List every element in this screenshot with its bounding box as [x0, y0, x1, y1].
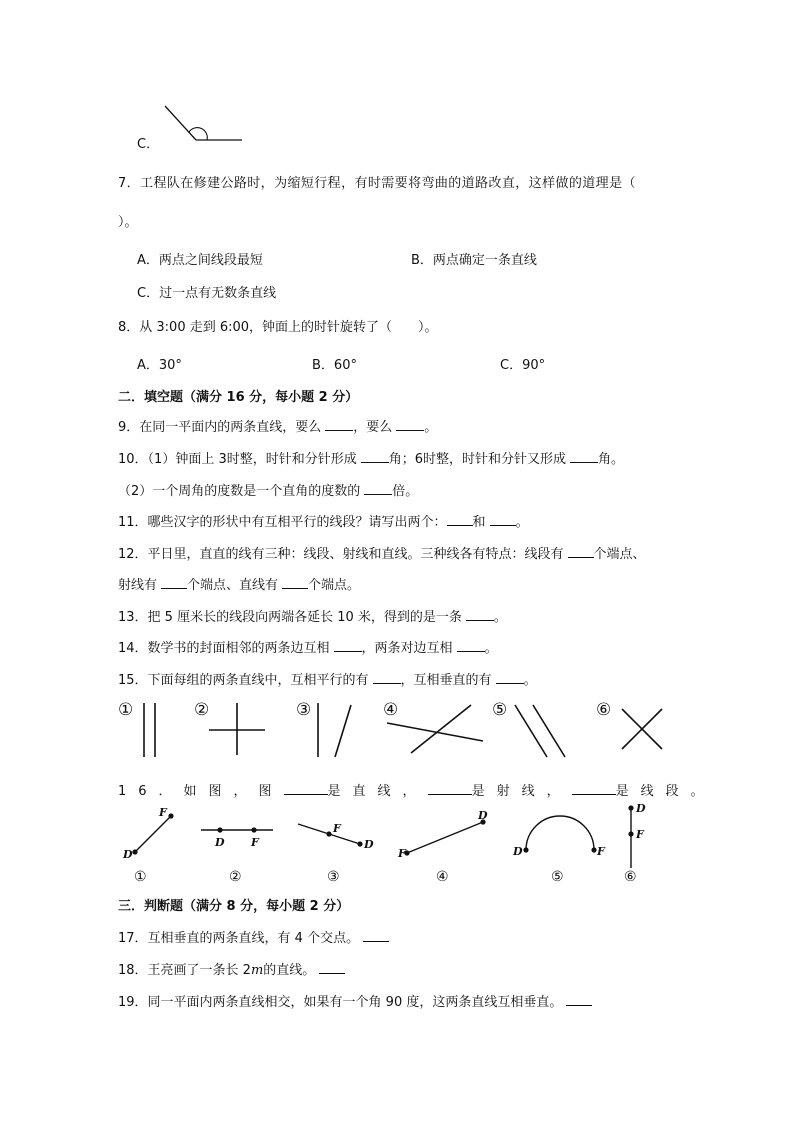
- q14-text-1: 14．数学书的封面相邻的两条边互相: [118, 641, 330, 656]
- q9-blank-1[interactable]: [325, 418, 353, 431]
- section-2-heading: 二．填空题（满分 16 分，每小题 2 分）: [118, 390, 359, 405]
- q18-answer-blank[interactable]: [319, 961, 345, 974]
- q16-fig6-point-f: [628, 831, 633, 836]
- q13-text-2: 。: [493, 610, 507, 625]
- q16-fig1-label-d: D: [123, 848, 133, 861]
- q16-fig3-label-d: D: [364, 838, 374, 851]
- q16-fig1-point-f: [168, 813, 173, 818]
- q12-line-1: [118, 543, 646, 562]
- q15-pair-4-line-a: [387, 723, 483, 741]
- q17-text: 17．互相垂直的两条直线，有 4 个交点。: [118, 931, 360, 946]
- q18-text-1: 18．王亮画了一条长 2: [118, 963, 251, 978]
- q16-fig3-point-d: [357, 841, 362, 846]
- q15-text-2: ，互相垂直的有: [400, 673, 492, 688]
- q8-stem: 8．从 3:00 走到 6:00，钟面上的时针旋转了（ ）。: [118, 320, 438, 335]
- q16-blank-1[interactable]: [284, 782, 328, 795]
- q16-fig-label-3: ③: [327, 869, 340, 885]
- q16-text-1: 16．如图，图: [118, 784, 284, 799]
- q10-blank-1[interactable]: [361, 450, 389, 463]
- q15-text-1: 15．下面每组的两条直线中，互相平行的有: [118, 673, 369, 688]
- q14-blank-1[interactable]: [334, 639, 362, 652]
- q15-pair-5-line-b: [533, 705, 565, 757]
- q18-text-2: 的直线。: [263, 963, 316, 978]
- q14: [118, 637, 498, 656]
- q12-text-2: 个端点、: [593, 547, 646, 562]
- q16-fig5-arc: [526, 816, 594, 850]
- q14-text-2: ，两条对边互相: [361, 641, 453, 656]
- q7-stem-end: ）。: [118, 215, 138, 230]
- q16-fig2-label-d: D: [215, 836, 225, 849]
- q16-fig5-point-d: [523, 847, 528, 852]
- q10-text-5: 倍。: [392, 484, 419, 499]
- q17-answer-blank[interactable]: [363, 929, 389, 942]
- q16-fig5-label-d: D: [513, 845, 523, 858]
- q16-fig6-point-d: [628, 805, 633, 810]
- q11-text-1: 11．哪些汉字的形状中有互相平行的线段？请写出两个：: [118, 515, 447, 530]
- q9: [118, 416, 437, 435]
- q10-line-2: [118, 480, 418, 499]
- q10-blank-3[interactable]: [364, 482, 392, 495]
- q11-text-3: 。: [515, 515, 529, 530]
- q11-blank-2[interactable]: [490, 513, 516, 526]
- q16-fig4-label-f: F: [398, 847, 406, 860]
- q8-option-a: A．30°: [137, 358, 182, 373]
- q19: [118, 991, 592, 1010]
- section-3-heading: 三．判断题（满分 8 分，每小题 2 分）: [118, 899, 350, 914]
- q14-text-3: 。: [484, 641, 498, 656]
- q15-pair-5-line-a: [515, 705, 547, 757]
- q9-text-1: 9．在同一平面内的两条直线，要么: [118, 420, 322, 435]
- q16-fig-label-4: ④: [436, 869, 449, 885]
- q10-blank-2[interactable]: [570, 450, 598, 463]
- q13-text-1: 13．把 5 厘米长的线段向两端各延长 10 米，得到的是一条: [118, 610, 462, 625]
- q15-blank-2[interactable]: [496, 671, 524, 684]
- q16-blank-3[interactable]: [572, 782, 616, 795]
- q17: [118, 927, 389, 946]
- q16-fig2-label-f: F: [251, 836, 259, 849]
- q15-label-6: ⑥: [596, 700, 612, 720]
- q10-text-1: 10．（1）钟面上 3时整，时针和分针形成: [118, 452, 357, 467]
- q12-blank-2[interactable]: [161, 576, 187, 589]
- q11-text-2: 和: [472, 515, 486, 530]
- q7-option-b: B．两点确定一条直线: [411, 253, 537, 268]
- q15-figure: [115, 695, 685, 765]
- q16-fig2-point-f: [251, 827, 256, 832]
- q16: [118, 780, 716, 799]
- q8-option-b: B．60°: [312, 358, 357, 373]
- q15-label-2: ②: [194, 700, 210, 720]
- q7-stem: 7．工程队在修建公路时，为缩短行程，有时需要将弯曲的道路改直，这样做的道理是（: [118, 176, 636, 191]
- q8-option-c: C．90°: [500, 358, 546, 373]
- q16-fig-label-5: ⑤: [551, 869, 564, 885]
- q16-text-2: 是直线，: [327, 784, 428, 799]
- q12-text-3: 射线有: [118, 578, 158, 593]
- q7-option-c: C．过一点有无数条直线: [137, 286, 277, 301]
- q15-label-1: ①: [118, 700, 134, 720]
- q10-text-2: 角；6时整，时针和分针又形成: [388, 452, 566, 467]
- q16-fig-label-1: ①: [134, 869, 147, 885]
- q12-text-4: 个端点、直线有: [187, 578, 279, 593]
- q16-figure: [115, 802, 675, 886]
- q12-line-2: [118, 574, 360, 593]
- q7-option-a: A．两点之间线段最短: [137, 253, 263, 268]
- q11: [118, 511, 529, 530]
- q13-blank[interactable]: [466, 608, 494, 621]
- q12-text-5: 个端点。: [308, 578, 361, 593]
- q16-fig4-label-d: D: [478, 809, 488, 822]
- q9-text-3: 。: [424, 420, 438, 435]
- q16-blank-2[interactable]: [428, 782, 472, 795]
- q15-label-3: ③: [296, 700, 312, 720]
- q12-text-1: 12．平日里，直直的线有三种：线段、射线和直线。三种线各有特点：线段有: [118, 547, 564, 562]
- q18-unit: m: [250, 963, 264, 978]
- q12-blank-3[interactable]: [282, 576, 308, 589]
- q16-fig4-segment: [407, 822, 483, 853]
- q16-fig1-point-d: [132, 849, 137, 854]
- q16-text-4: 是线段。: [615, 784, 716, 799]
- q10-line-1: [118, 448, 624, 467]
- q15-label-5: ⑤: [492, 700, 508, 720]
- q12-blank-1[interactable]: [568, 545, 594, 558]
- q15: [118, 669, 537, 688]
- q16-fig6-label-d: D: [636, 802, 646, 815]
- q16-fig3-label-f: F: [333, 822, 341, 835]
- q9-blank-2[interactable]: [396, 418, 424, 431]
- q16-fig5-label-f: F: [597, 845, 605, 858]
- q16-fig-label-6: ⑥: [624, 869, 637, 885]
- q13: [118, 606, 507, 625]
- q16-fig2-point-d: [217, 827, 222, 832]
- q16-fig3-point-f: [326, 831, 331, 836]
- q9-text-2: ，要么: [353, 420, 393, 435]
- q18: [118, 959, 345, 978]
- q10-text-3: 角。: [598, 452, 625, 467]
- q16-fig6-label-f: F: [636, 828, 644, 841]
- q16-fig1-segment: [135, 816, 171, 852]
- q6-angle-figure: [160, 104, 250, 146]
- q11-blank-1[interactable]: [447, 513, 473, 526]
- q14-blank-2[interactable]: [457, 639, 485, 652]
- q15-text-3: 。: [523, 673, 537, 688]
- q15-pair-3-line-b: [335, 705, 351, 757]
- q15-label-4: ④: [383, 700, 399, 720]
- q16-text-3: 是射线，: [471, 784, 572, 799]
- q6-option-c: C．: [137, 137, 160, 152]
- q19-text: 19．同一平面内两条直线相交，如果有一个角 90 度，这两条直线互相垂直。: [118, 995, 563, 1010]
- q16-fig-label-2: ②: [229, 869, 242, 885]
- q15-blank-1[interactable]: [373, 671, 401, 684]
- q16-fig5-point-f: [591, 847, 596, 852]
- q19-answer-blank[interactable]: [566, 993, 592, 1006]
- q10-text-4: （2）一个周角的度数是一个直角的度数的: [118, 484, 361, 499]
- q16-fig1-label-f: F: [159, 806, 167, 819]
